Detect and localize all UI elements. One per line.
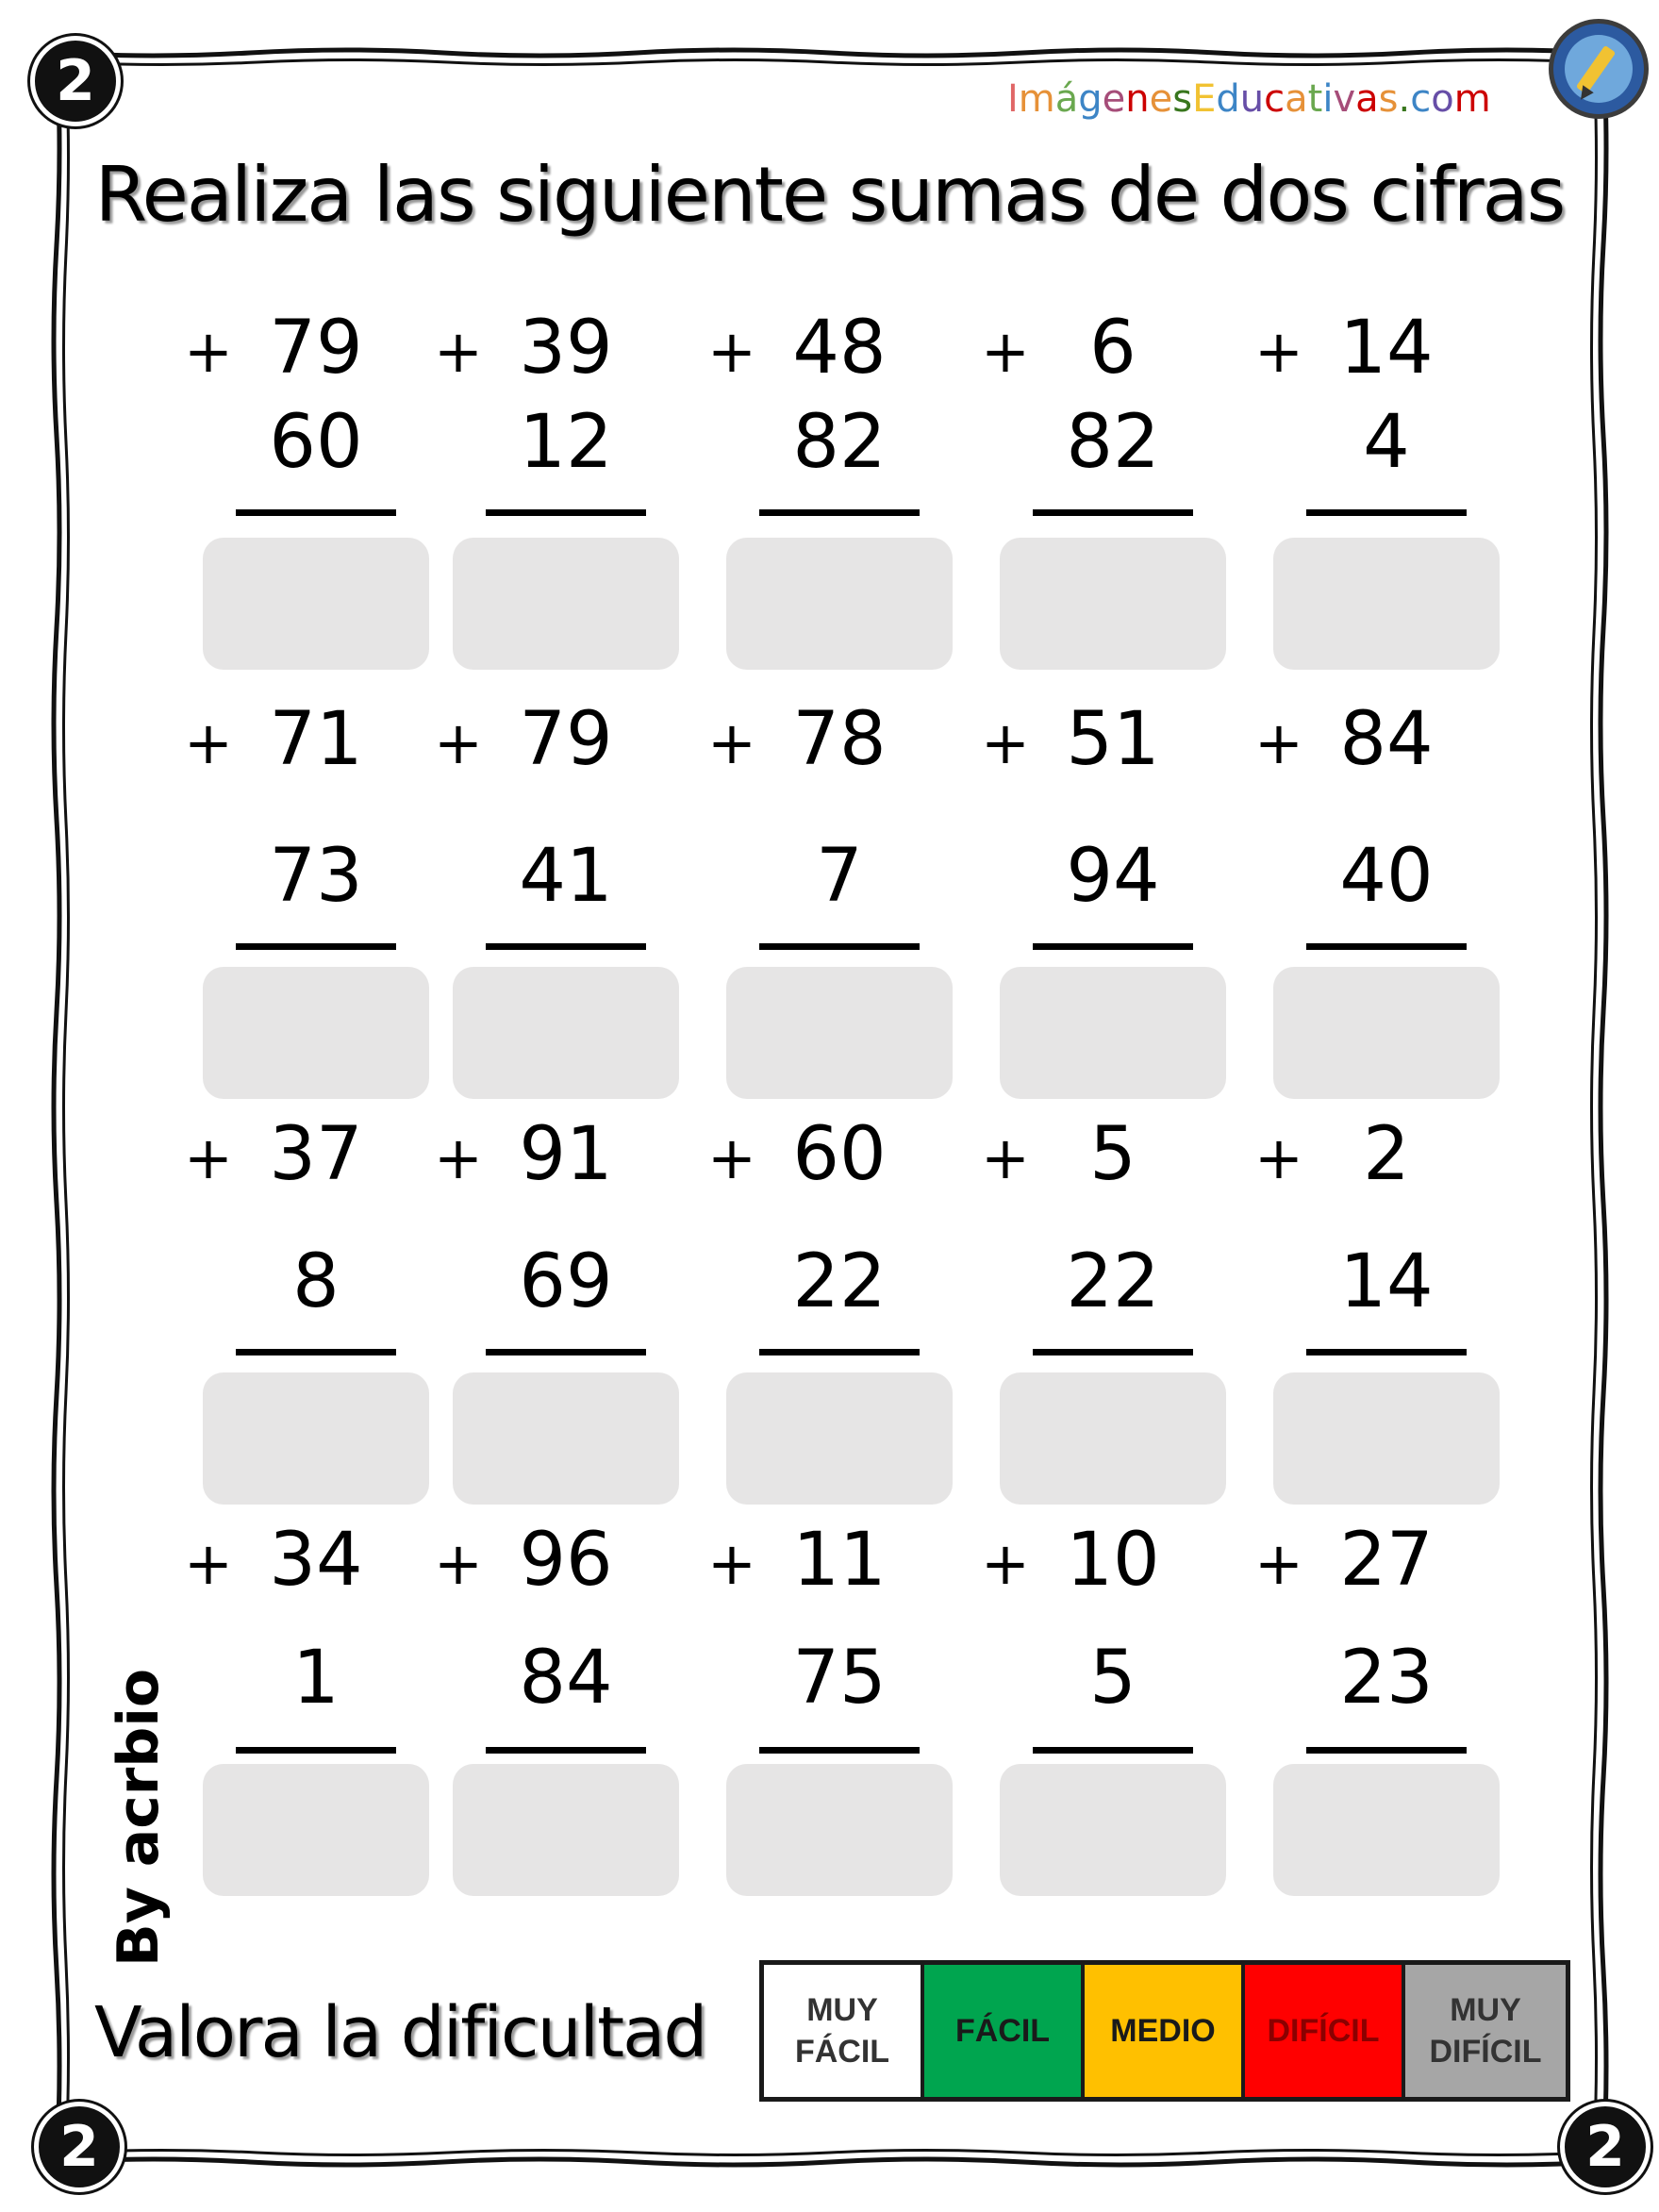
answer-box[interactable] — [1273, 1764, 1500, 1896]
answer-box[interactable] — [1000, 538, 1226, 670]
sum-line — [1033, 1349, 1193, 1355]
rating-label — [94, 1992, 705, 2073]
plus-sign: + — [1254, 317, 1303, 386]
brand-letter: a — [1285, 77, 1308, 121]
rating-option-label: FÁCIL — [954, 2012, 1051, 2049]
answer-box[interactable] — [453, 1764, 679, 1896]
brand-wordmark — [1007, 77, 1491, 121]
brand-letter: E — [1192, 77, 1217, 121]
addend-bottom: 73 — [269, 834, 363, 919]
plus-sign: + — [707, 317, 756, 386]
addend-bottom: 82 — [792, 400, 887, 485]
plus-sign: + — [981, 1123, 1030, 1192]
plus-sign: + — [981, 708, 1030, 777]
addend-top: 79 — [269, 306, 363, 391]
addend-top: 27 — [1339, 1518, 1434, 1603]
answer-box[interactable] — [1273, 1372, 1500, 1505]
rating-option-label: MUY — [806, 1991, 878, 2028]
addend-top: 91 — [519, 1112, 613, 1197]
addend-bottom: 40 — [1339, 834, 1434, 919]
sum-line — [486, 1747, 646, 1754]
page-title — [0, 151, 1659, 239]
answer-box[interactable] — [203, 1372, 429, 1505]
brand-letter: o — [1431, 77, 1454, 121]
addend-top: 96 — [519, 1518, 613, 1603]
addend-top: 51 — [1066, 697, 1160, 782]
addend-bottom: 4 — [1363, 400, 1410, 485]
sum-line — [236, 943, 396, 950]
brand-letter: u — [1239, 77, 1265, 121]
sum-line — [236, 1349, 396, 1355]
sum-line — [1033, 943, 1193, 950]
answer-box[interactable] — [203, 967, 429, 1099]
brand-letter: m — [1018, 77, 1055, 121]
addend-bottom: 22 — [792, 1239, 887, 1324]
page-title-text: Realiza las siguiente sumas de dos cifras — [94, 151, 1565, 239]
rating-option-muy-facil[interactable] — [764, 1965, 924, 2097]
answer-box[interactable] — [1000, 1764, 1226, 1896]
corner-number: 2 — [1585, 2114, 1625, 2180]
answer-box[interactable] — [203, 1764, 429, 1896]
addend-top: 10 — [1066, 1518, 1160, 1603]
sum-line — [486, 1349, 646, 1355]
brand-letter: d — [1216, 77, 1240, 121]
plus-sign: + — [434, 1123, 483, 1192]
rating-option-label: DIFÍCIL — [1429, 2034, 1542, 2070]
sum-line — [486, 943, 646, 950]
addend-top: 78 — [792, 697, 887, 782]
rating-option-label: FÁCIL — [794, 2034, 890, 2070]
addend-bottom: 1 — [292, 1636, 340, 1721]
plus-sign: + — [184, 317, 233, 386]
addend-bottom: 22 — [1066, 1239, 1160, 1324]
addend-bottom: 5 — [1089, 1636, 1136, 1721]
brand-letter: i — [1322, 77, 1334, 121]
addend-bottom: 84 — [519, 1636, 613, 1721]
addend-bottom: 14 — [1339, 1239, 1434, 1324]
rating-option-medio[interactable] — [1085, 1965, 1245, 2097]
rating-label-text: Valora la dificultad — [94, 1992, 706, 2073]
brand-letter: s — [1172, 77, 1193, 121]
corner-badge-bottom-left — [34, 2102, 124, 2192]
author-byline: By acrbio — [106, 1668, 172, 1967]
rating-option-facil[interactable] — [924, 1965, 1085, 2097]
addend-top: 79 — [519, 697, 613, 782]
rating-option-label: MEDIO — [1110, 2012, 1216, 2049]
addend-top: 60 — [792, 1112, 887, 1197]
brand-letter: c — [1410, 77, 1432, 121]
plus-sign: + — [434, 317, 483, 386]
sum-line — [1306, 1349, 1467, 1355]
addend-bottom: 8 — [292, 1239, 340, 1324]
addend-bottom: 23 — [1339, 1636, 1434, 1721]
plus-sign: + — [184, 1529, 233, 1598]
rating-option-label: MUY — [1450, 1991, 1521, 2028]
brand-letter: s — [1378, 77, 1399, 121]
difficulty-rating — [759, 1960, 1570, 2102]
answer-box[interactable] — [726, 1372, 953, 1505]
answer-box[interactable] — [726, 538, 953, 670]
sum-line — [486, 509, 646, 516]
addend-top: 37 — [269, 1112, 363, 1197]
sum-line — [236, 1747, 396, 1754]
addend-bottom: 41 — [519, 834, 613, 919]
plus-sign: + — [707, 1529, 756, 1598]
sum-line — [1306, 943, 1467, 950]
addend-top: 34 — [269, 1518, 363, 1603]
site-logo-icon — [1549, 19, 1649, 119]
answer-box[interactable] — [1000, 967, 1226, 1099]
answer-box[interactable] — [453, 1372, 679, 1505]
addend-top: 2 — [1363, 1112, 1410, 1197]
addend-bottom: 75 — [792, 1636, 887, 1721]
addend-bottom: 12 — [519, 400, 613, 485]
brand-letter: . — [1398, 77, 1411, 121]
addend-top: 71 — [269, 697, 363, 782]
brand-letter: g — [1078, 77, 1103, 121]
sum-line — [236, 509, 396, 516]
plus-sign: + — [707, 1123, 756, 1192]
corner-number: 2 — [59, 2114, 99, 2180]
brand-letter: I — [1007, 77, 1019, 121]
sum-line — [759, 943, 920, 950]
brand-letter: a — [1355, 77, 1379, 121]
answer-box[interactable] — [726, 967, 953, 1099]
sum-line — [759, 1349, 920, 1355]
corner-number: 2 — [56, 48, 95, 114]
brand-letter: c — [1264, 77, 1286, 121]
brand-letter: e — [1102, 77, 1126, 121]
brand-letter: t — [1307, 77, 1323, 121]
sum-line — [1306, 1747, 1467, 1754]
corner-badge-bottom-right — [1560, 2102, 1651, 2192]
plus-sign: + — [434, 708, 483, 777]
answer-box[interactable] — [453, 538, 679, 670]
brand-letter: n — [1125, 77, 1150, 121]
addend-top: 11 — [792, 1518, 887, 1603]
rating-option-label: DIFÍCIL — [1267, 2012, 1380, 2049]
sum-line — [1306, 509, 1467, 516]
addend-top: 84 — [1339, 697, 1434, 782]
sum-line — [1033, 1747, 1193, 1754]
addend-bottom: 94 — [1066, 834, 1160, 919]
addend-bottom: 7 — [816, 834, 863, 919]
brand-letter: á — [1054, 77, 1079, 121]
addend-top: 6 — [1089, 306, 1136, 391]
addend-bottom: 69 — [519, 1239, 613, 1324]
sum-line — [759, 1747, 920, 1754]
addend-bottom: 60 — [269, 400, 363, 485]
brand-letter: e — [1149, 77, 1173, 121]
plus-sign: + — [1254, 708, 1303, 777]
addend-bottom: 82 — [1066, 400, 1160, 485]
answer-box[interactable] — [1000, 1372, 1226, 1505]
plus-sign: + — [981, 1529, 1030, 1598]
sum-line — [759, 509, 920, 516]
plus-sign: + — [184, 708, 233, 777]
sum-line — [1033, 509, 1193, 516]
answer-box[interactable] — [726, 1764, 953, 1896]
addend-top: 39 — [519, 306, 613, 391]
plus-sign: + — [184, 1123, 233, 1192]
addend-top: 5 — [1089, 1112, 1136, 1197]
answer-box[interactable] — [203, 538, 429, 670]
rating-option-muy-dificil[interactable] — [1405, 1965, 1566, 2097]
answer-box[interactable] — [1273, 967, 1500, 1099]
plus-sign: + — [1254, 1529, 1303, 1598]
plus-sign: + — [434, 1529, 483, 1598]
answer-box[interactable] — [1273, 538, 1500, 670]
plus-sign: + — [981, 317, 1030, 386]
corner-badge-top-left — [30, 36, 121, 126]
addend-top: 14 — [1339, 306, 1434, 391]
rating-option-dificil[interactable] — [1245, 1965, 1405, 2097]
brand-letter: m — [1453, 77, 1491, 121]
answer-box[interactable] — [453, 967, 679, 1099]
plus-sign: + — [707, 708, 756, 777]
brand-letter: v — [1333, 77, 1356, 121]
plus-sign: + — [1254, 1123, 1303, 1192]
addend-top: 48 — [792, 306, 887, 391]
